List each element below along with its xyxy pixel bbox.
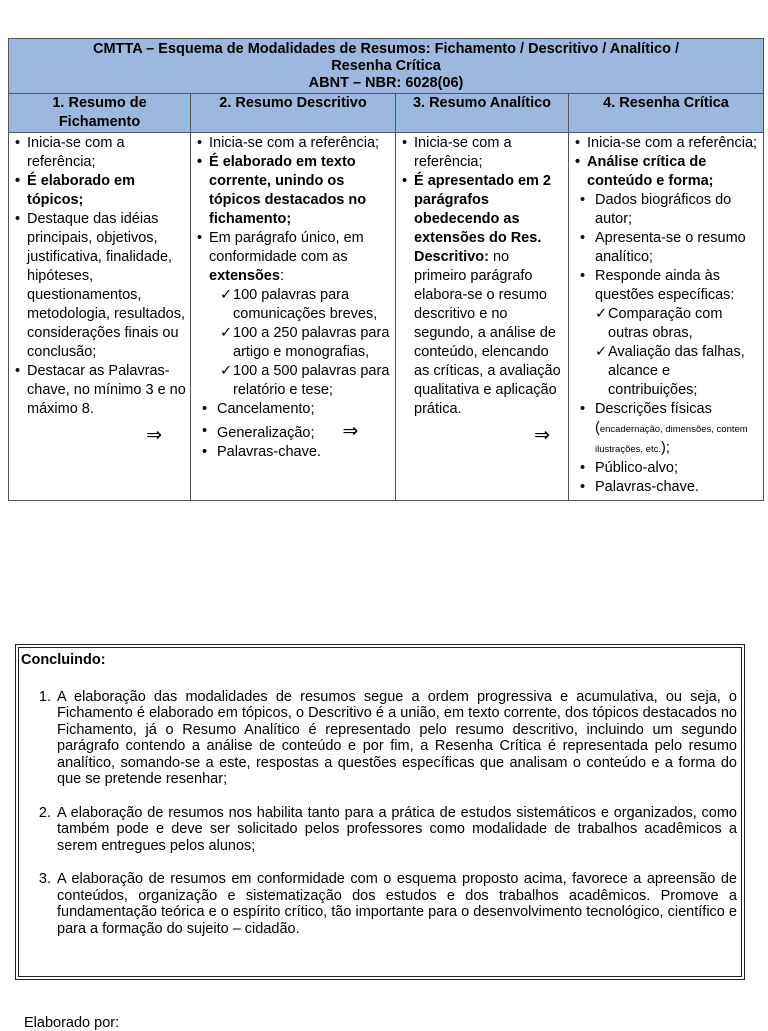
descricoes-text: Descrições físicas — [595, 401, 712, 417]
list-item: • Palavras-chave. — [197, 443, 391, 462]
check-item: ✓ Avaliação das falhas, alcance e contribuições; — [595, 343, 759, 400]
conclusion-box — [18, 647, 742, 977]
conclusion-list — [19, 689, 741, 938]
list-item: • Inicia-se com a referência; — [402, 134, 564, 172]
list-item — [197, 422, 391, 443]
list-item: • Inicia-se com a referência; — [575, 134, 759, 153]
list-item: • Apresenta-se o resumo analítico; — [575, 229, 759, 267]
list-item: • Destaque das idéias principais, objetivos, justificativa, finalidade, hipóteses, questionamentos, metodologia, resultados, considerações finais ou conclusão; — [15, 210, 186, 362]
footer-author-label: Elaborado por: — [24, 1015, 120, 1031]
cell-fichamento — [9, 133, 191, 501]
summary-scheme-table — [8, 38, 764, 501]
table-title-line1: CMTTA – Esquema de Modalidades de Resumos: Fichamento / Descritivo / Analítico / — [93, 41, 680, 57]
analitico-structure: É apresentado em 2 parágrafos obedecendo as extensões do Res. Descritivo: — [414, 173, 551, 265]
paren-close: ); — [661, 440, 670, 456]
table-title-line3: ABNT – NBR: 6028(06) — [308, 75, 464, 91]
table-title-line2: Resenha Crítica — [331, 58, 441, 74]
list-item: • Palavras-chave. — [575, 478, 759, 497]
list-item: • Público-alvo; — [575, 459, 759, 478]
list-item: • Cancelamento; — [197, 400, 391, 419]
table-title — [9, 39, 764, 94]
list-item: • Inicia-se com a referência; — [15, 134, 186, 172]
extensions-colon: : — [279, 268, 284, 284]
list-item — [575, 400, 759, 459]
list-item: • Análise crítica de conteúdo e forma; — [575, 153, 759, 191]
list-item: • Destacar as Palavras-chave, no mínimo 3 e no máximo 8. — [15, 362, 186, 419]
cell-analitico — [396, 133, 569, 501]
header-descritivo: 2. Resumo Descritivo — [191, 94, 396, 133]
list-item: • Dados biográficos do autor; — [575, 191, 759, 229]
header-analitico: 3. Resumo Analítico — [396, 94, 569, 133]
list-item — [402, 172, 564, 419]
list-item: • Inicia-se com a referência; — [197, 134, 391, 153]
check-item: ✓ Comparação com outras obras, — [595, 305, 759, 343]
list-item: • É elaborado em texto corrente, unindo os tópicos destacados no fichamento; — [197, 153, 391, 229]
header-fichamento: 1. Resumo de Fichamento — [9, 94, 191, 133]
arrow-right-icon: ⇒ — [342, 421, 359, 442]
cell-descritivo — [191, 133, 396, 501]
list-item — [575, 267, 759, 400]
conclusion-item: 3. A elaboração de resumos em conformidade com o esquema proposto acima, favorece a apreensão de conteúdos, organização e sistematização dos estudos e dos trabalhos acadêmicos. Promove a fundamentação teórica e o espírito crítico, tão importante para o desenvolvimento tecnológico, científico e para a formação do sujeito – cidadão. — [55, 871, 737, 937]
conclusion-heading: Concluindo: — [21, 652, 106, 668]
check-item: ✓ 100 a 500 palavras para relatório e tese; — [220, 362, 391, 400]
extensions-intro: Em parágrafo único, em conformidade com as — [209, 230, 364, 265]
list-item — [197, 229, 391, 400]
descricoes-detail: encadernação, dimensões, contem ilustrações, etc. — [595, 424, 748, 455]
cell-resenha — [569, 133, 764, 501]
questoes-text: Responde ainda às questões específicas: — [595, 268, 735, 303]
header-resenha: 4. Resenha Crítica — [569, 94, 764, 133]
generalizacao-text: Generalização; — [217, 425, 315, 441]
analitico-description: no primeiro parágrafo elabora-se o resumo descritivo e no segundo, a análise de conteúdo, elencando as críticas, a avaliação qualitativa e aplicação prática. — [414, 249, 561, 417]
paren-open: ( — [595, 420, 600, 436]
conclusion-item: 1. A elaboração das modalidades de resumos segue a ordem progressiva e acumulativa, ou seja, o Fichamento é elaborado em tópicos, o Descritivo é a união, em texto corrente, dos tópicos destacados no Fichamento, já o Resumo Analítico é representado pelo resumo descritivo, incluindo um segundo parágrafo contendo a análise de conteúdo e por fim, a Resenha Crítica é representada pelo resumo analítico, somando-se a este, respostas a questões específicas que analisam o conteúdo e a forma do que se pretende resenhar; — [55, 689, 737, 788]
check-item: ✓ 100 palavras para comunicações breves, — [220, 286, 391, 324]
extensions-label: extensões — [209, 268, 280, 284]
conclusion-item: 2. A elaboração de resumos nos habilita tanto para a prática de estudos sistemáticos e organizados, como também pode e deve ser solicitado pelos professores como modalidade de trabalhos acadêmicos a serem entregues pelos alunos; — [55, 805, 737, 855]
check-item: ✓ 100 a 250 palavras para artigo e monografias, — [220, 324, 391, 362]
arrow-right-icon: ⇒ — [534, 425, 550, 446]
arrow-right-icon: ⇒ — [146, 425, 162, 446]
list-item: • É elaborado em tópicos; — [15, 172, 186, 210]
